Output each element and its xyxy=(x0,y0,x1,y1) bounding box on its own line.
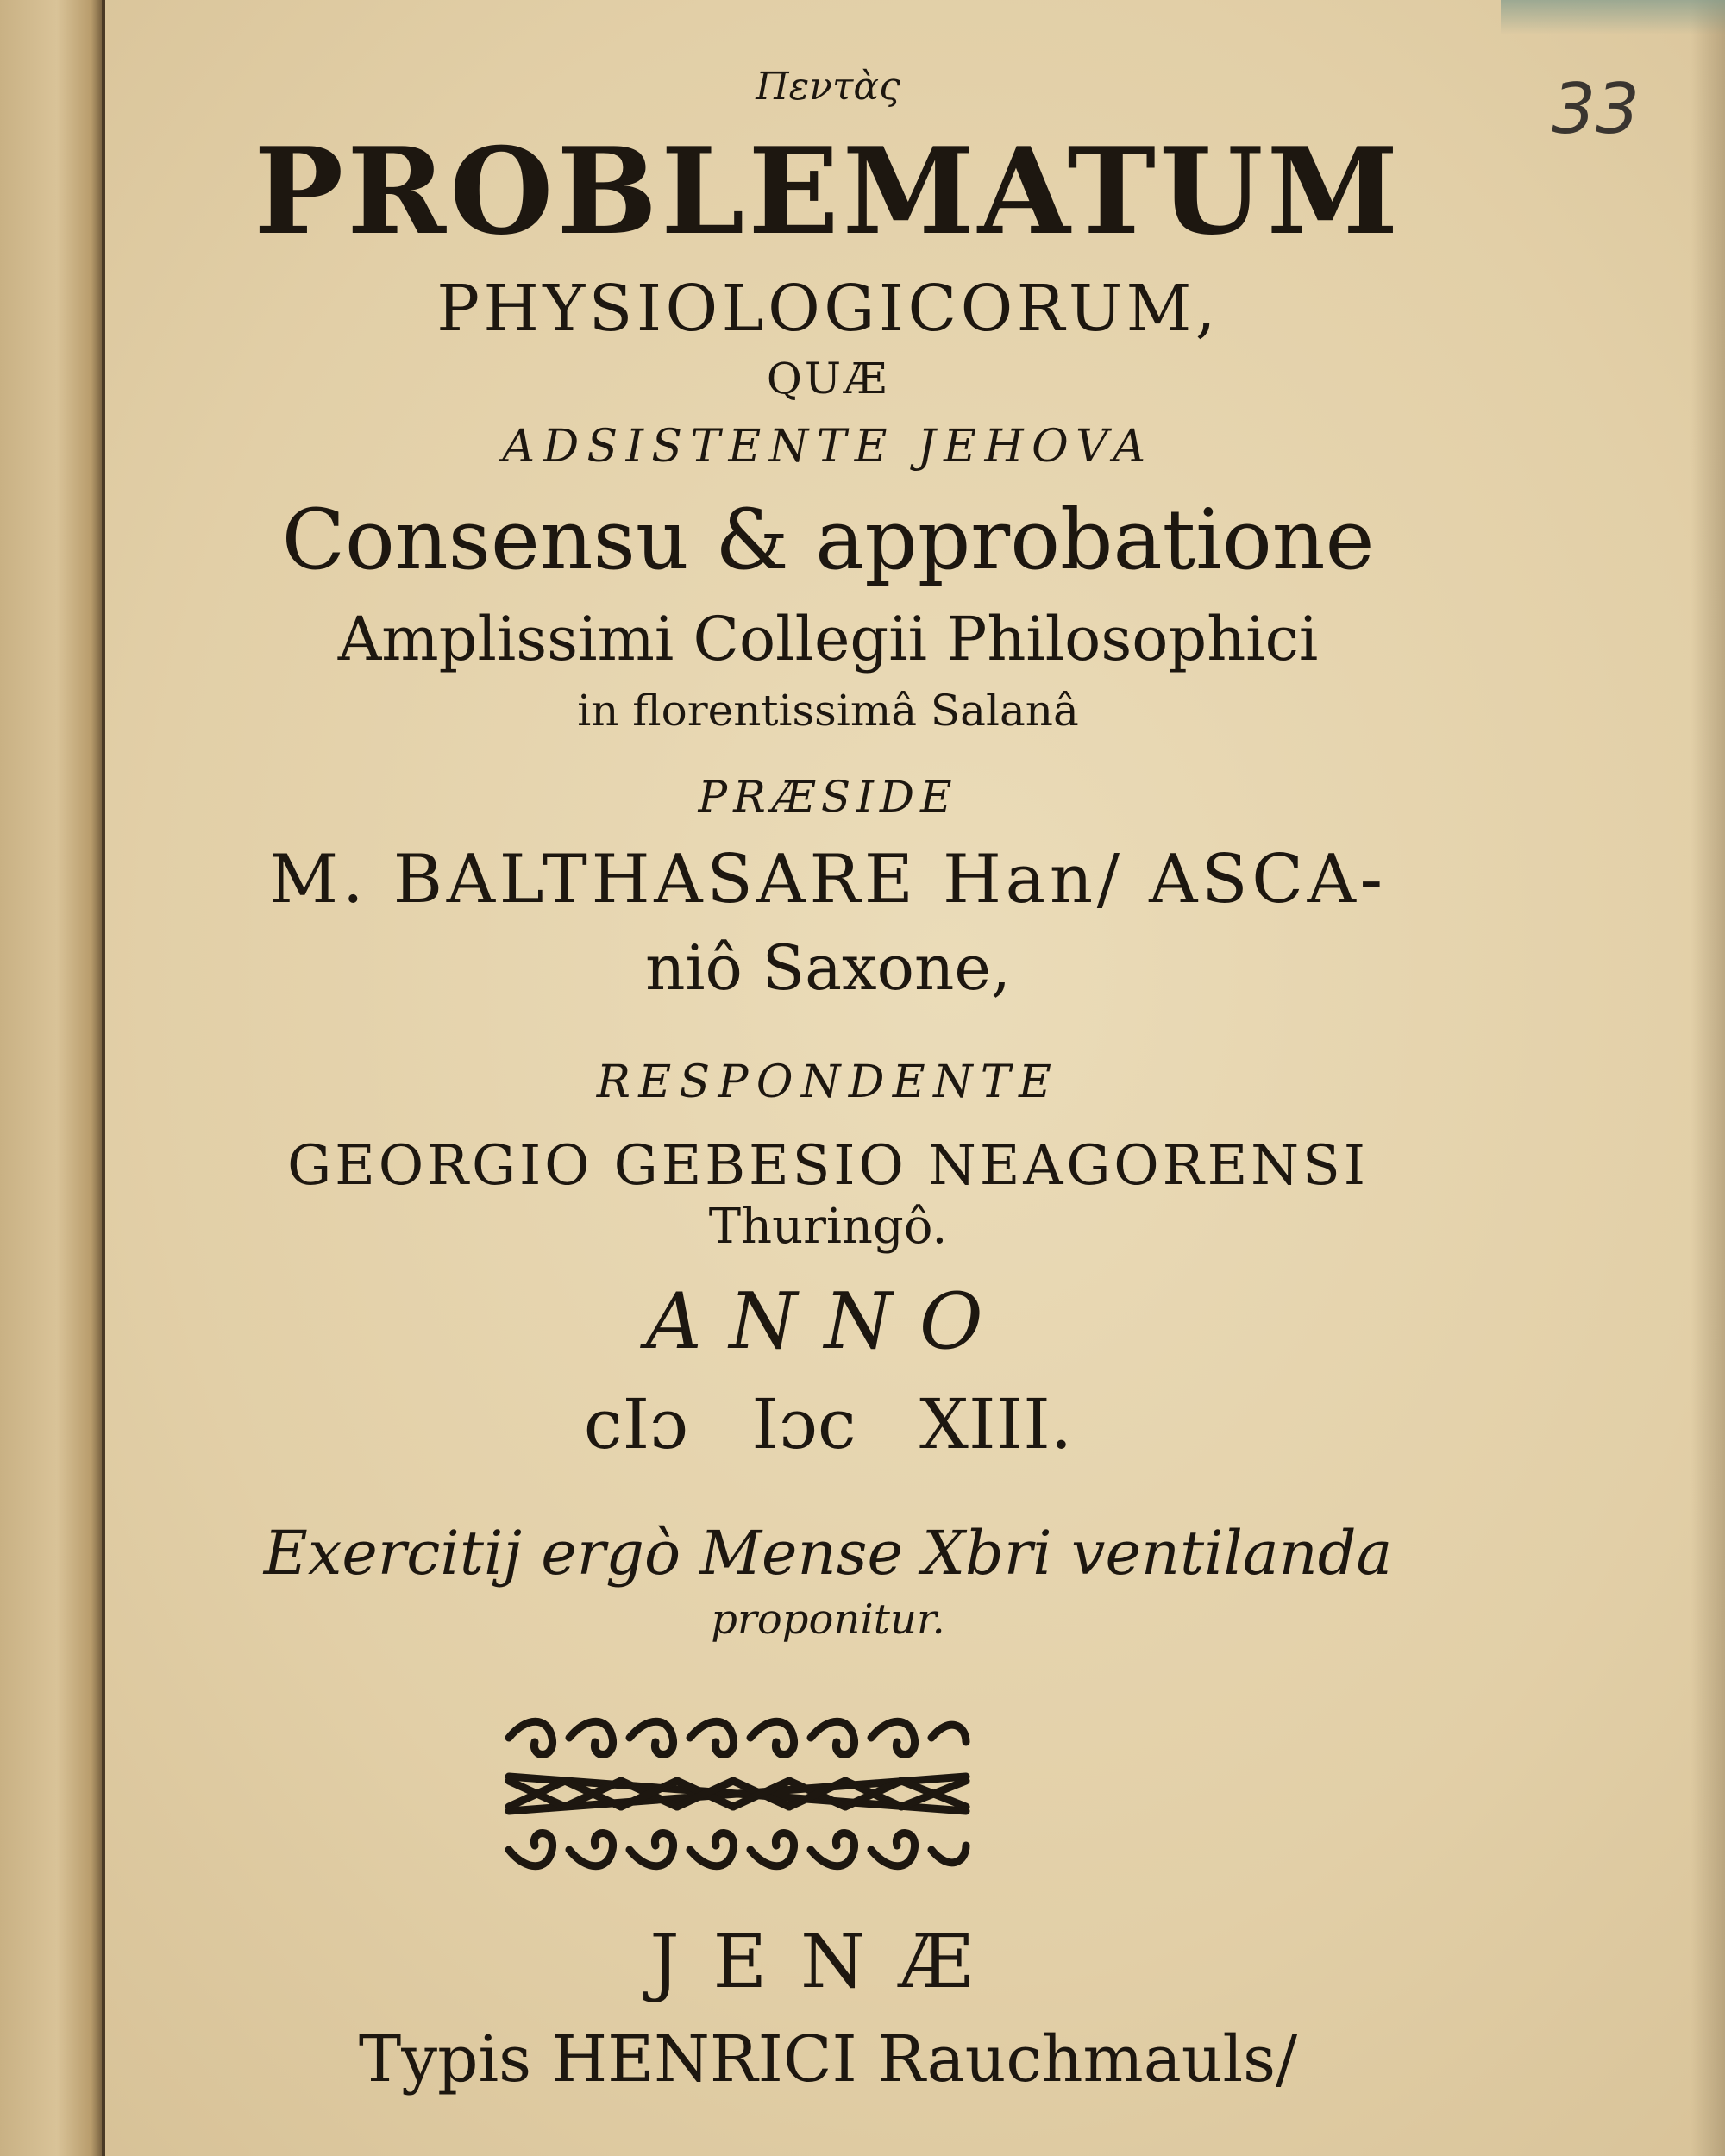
page-edge-shadow xyxy=(1690,0,1725,2156)
year-line: cIɔ Iɔc XIII. xyxy=(583,1384,1073,1464)
quae-line: QUÆ xyxy=(766,354,890,404)
proponitur-line: proponitur. xyxy=(711,1595,945,1644)
water-stain xyxy=(1501,0,1725,34)
praeses-name: M. BALTHASARE Han/ ASCA- xyxy=(269,841,1387,918)
jenae-line: JENÆ xyxy=(649,1919,1007,2005)
thuringo-line: Thuringô. xyxy=(708,1199,948,1255)
anno-line: ANNO xyxy=(645,1276,1011,1367)
praeside-line: PRÆSIDE xyxy=(698,772,958,822)
florentissima-line: in florentissimâ Salanâ xyxy=(577,686,1079,736)
respondent-name: GEORGIO GEBESIO NEAGORENSI xyxy=(287,1134,1369,1198)
amplissimi-line: Amplissimi Collegii Philosophici xyxy=(337,604,1319,674)
exercitii-line: Exercitij ergò Mense Xbri ventilanda xyxy=(263,1518,1393,1589)
adsistente-line: ADSISTENTE JEHOVA xyxy=(502,421,1154,473)
greek-heading: Πεντὰς xyxy=(756,65,900,109)
title-sub: PHYSIOLOGICORUM, xyxy=(436,272,1220,346)
typographic-ornament-block xyxy=(500,1712,975,1876)
consensu-line: Consensu & approbatione xyxy=(281,492,1375,588)
title-main: PROBLEMATUM xyxy=(254,121,1402,261)
praeses-name-cont: niô Saxone, xyxy=(645,931,1011,1004)
respondente-line: RESPONDENTE xyxy=(596,1056,1060,1108)
printer-line: Typis HENRICI Rauchmauls/ xyxy=(358,2022,1298,2096)
folio-number: 33 xyxy=(1552,69,1640,149)
